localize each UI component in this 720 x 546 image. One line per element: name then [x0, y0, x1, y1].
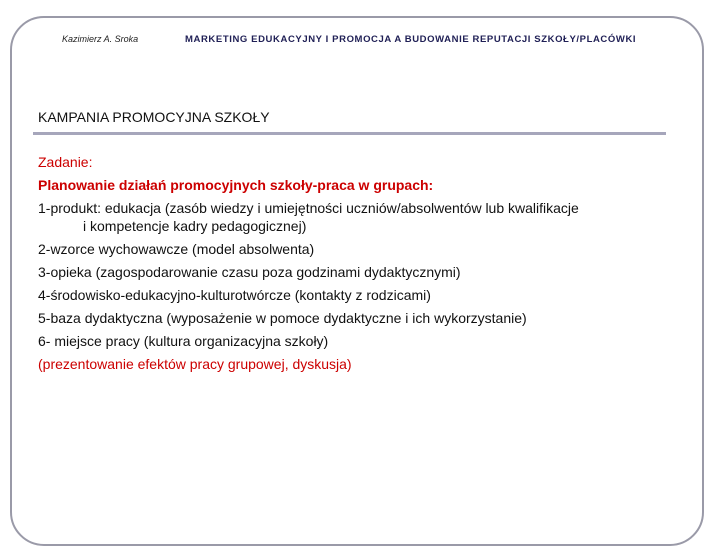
list-item: 5-baza dydaktyczna (wyposażenie w pomoce dydaktyczne i ich wykorzystanie)	[38, 310, 527, 326]
closing-note: (prezentowanie efektów pracy grupowej, dyskusja)	[38, 356, 352, 372]
list-item: 3-opieka (zagospodarowanie czasu poza godzinami dydaktycznymi)	[38, 264, 461, 280]
list-item: 1-produkt: edukacja (zasób wiedzy i umiejętności uczniów/absolwentów lub kwalifikacje	[38, 200, 579, 216]
task-label: Zadanie:	[38, 154, 93, 170]
task-title: Planowanie działań promocyjnych szkoły-praca w grupach:	[38, 177, 434, 193]
heading-divider	[33, 132, 666, 135]
slide-heading: KAMPANIA PROMOCYJNA SZKOŁY	[38, 109, 270, 125]
header-title: MARKETING EDUKACYJNY I PROMOCJA A BUDOWANIE REPUTACJI SZKOŁY/PLACÓWKI	[185, 34, 637, 45]
list-item: 2-wzorce wychowawcze (model absolwenta)	[38, 241, 315, 257]
list-item: 6- miejsce pracy (kultura organizacyjna szkoły)	[38, 333, 329, 349]
list-item: 4-środowisko-edukacyjno-kulturotwórcze (kontakty z rodzicami)	[38, 287, 431, 303]
list-item-continuation: i kompetencje kadry pedagogicznej)	[83, 218, 307, 234]
slide-body	[38, 151, 678, 376]
author-name: Kazimierz A. Sroka	[62, 34, 139, 44]
